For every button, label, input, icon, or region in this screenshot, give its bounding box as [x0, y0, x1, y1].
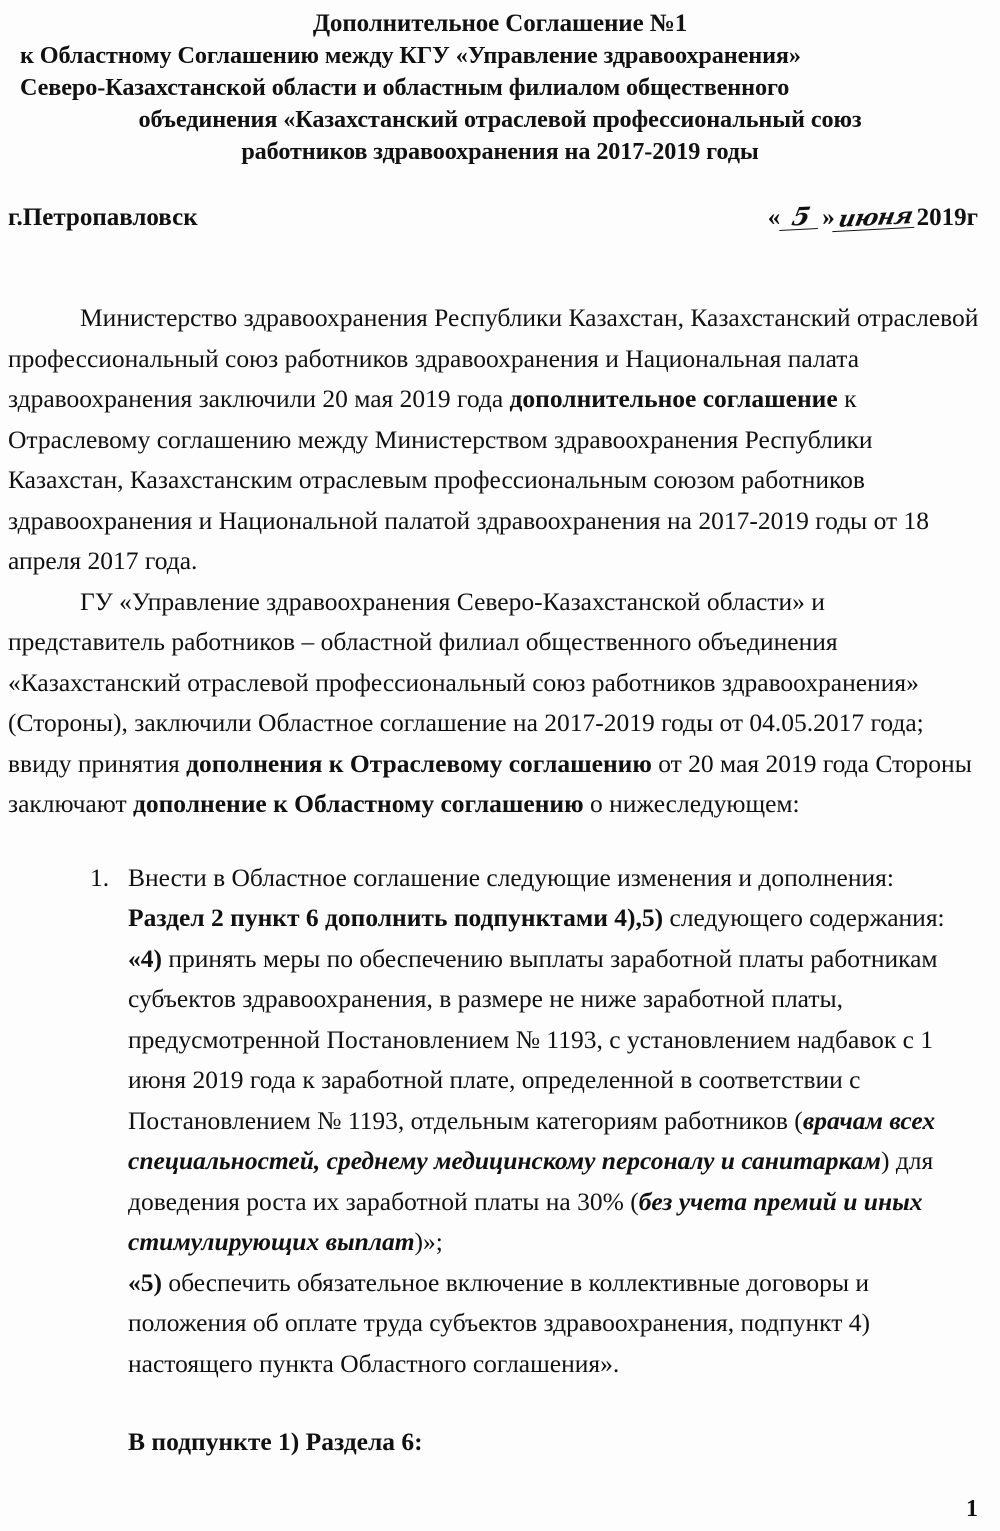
subpoint-4-label: «4) — [128, 943, 162, 973]
subpoint-4-text-1: принять меры по обеспечению выплаты заработной платы работникам субъектов здравоохранения, в размере не ниже заработной платы, предусмотренной Постановлением № 1193, с установлением надбавок с 1 июня 2019 года к заработной плате, определенной в соответствии с Постановлением № 1193, отдельным категориям работников ( — [128, 943, 938, 1135]
list-item-heading — [128, 898, 988, 939]
paragraph-1-text-2: к Отраслевому соглашению между Министерством здравоохранения Республики Казахстан, Казахстанским отраслевым профессиональным союзом работников здравоохранения и Национальной палатой здравоохранения на 2017-2019 годы от 18 апреля 2017 года. — [8, 384, 930, 575]
subpoint-5-label: «5) — [128, 1267, 162, 1297]
paragraph-2-bold-2: дополнение к Областному соглашению — [132, 789, 584, 818]
subpoint-4-text-2: ) для доведения роста их заработной платы на 30% ( — [128, 1146, 934, 1216]
paragraph-2 — [8, 582, 988, 825]
paragraph-1-text-1: Министерство здравоохранения Республики Казахстан, Казахстанский отраслевой профессиональный союз работников здравоохранения и Национальная палата здравоохранения заключили 20 мая 2019 года — [8, 303, 979, 413]
paragraph-1 — [8, 298, 988, 582]
title-line-4: объединения «Казахстанский отраслевой профессиональный союз — [138, 106, 862, 133]
list-item-heading-bold: Раздел 2 пункт 6 дополнить подпунктами 4),5) — [128, 903, 664, 932]
date-field — [767, 201, 978, 233]
paragraph-1-bold-1: дополнительное соглашение — [509, 384, 838, 413]
subpoint-4-italic-2: без учета премий и иных стимулирующих выплат — [128, 1186, 923, 1256]
subpoint-4 — [128, 939, 988, 1263]
paragraph-2-bold-1: дополнения к Отраслевому соглашению — [186, 748, 652, 778]
date-month-handwritten: июня — [832, 205, 918, 232]
title-line-1: Дополнительное Соглашение №1 — [312, 10, 688, 37]
title-line-2: к Областному Соглашению между КГУ «Управление здравоохранения» — [20, 42, 801, 69]
title-line-3: Северо-Казахстанской области и областным филиалом общественного — [20, 74, 790, 101]
amendments-list — [8, 858, 988, 1385]
subpoint-4-italic-1: врачам всех специальностей, среднему медицинскому персоналу и санитаркам — [128, 1105, 936, 1175]
paragraph-2-text-1: ГУ «Управление здравоохранения Северо-Казахстанской области» и представитель работников – областной филиал общественного объединения «Казахстанский отраслевой профессиональный союз работников здравоохранения» (Стороны), заключили Областное соглашение на 2017-2019 годы от 04.05.2017 года; ввиду принятия — [8, 586, 924, 778]
date-day-handwritten: 5 — [780, 204, 823, 231]
subpoint-5 — [128, 1263, 988, 1385]
list-item — [8, 858, 988, 1385]
city-label: г.Петропавловск — [8, 204, 198, 231]
date-open-quote: « — [767, 204, 781, 231]
list-item-heading-rest: следующего содержания: — [663, 903, 945, 932]
subpoint-5-text-1: обеспечить обязательное включение в коллективные договоры и положения об оплате труда субъектов здравоохранения, подпункт 4) настоящего пункта Областного соглашения». — [128, 1267, 870, 1378]
paragraph-2-text-2: от 20 мая 2019 года Стороны заключают — [8, 748, 972, 818]
list-item-marker: 1. — [90, 862, 110, 892]
subpoint-4-text-3: )»; — [414, 1227, 443, 1256]
document-body — [0, 298, 1000, 1462]
list-item-intro: Внести в Областное соглашение следующие изменения и дополнения: — [128, 862, 894, 892]
title-line-5: работников здравоохранения на 2017-2019 годы — [241, 138, 759, 165]
document-title — [0, 0, 1000, 168]
paragraph-2-text-3: о нижеследующем: — [583, 789, 800, 818]
closing-heading: В подпункте 1) Раздела 6: — [128, 1427, 423, 1456]
date-close-quote: » — [822, 204, 835, 231]
date-year: 2019г — [916, 204, 978, 231]
page-number: 1 — [966, 1496, 978, 1522]
city-date-row — [0, 201, 1000, 233]
